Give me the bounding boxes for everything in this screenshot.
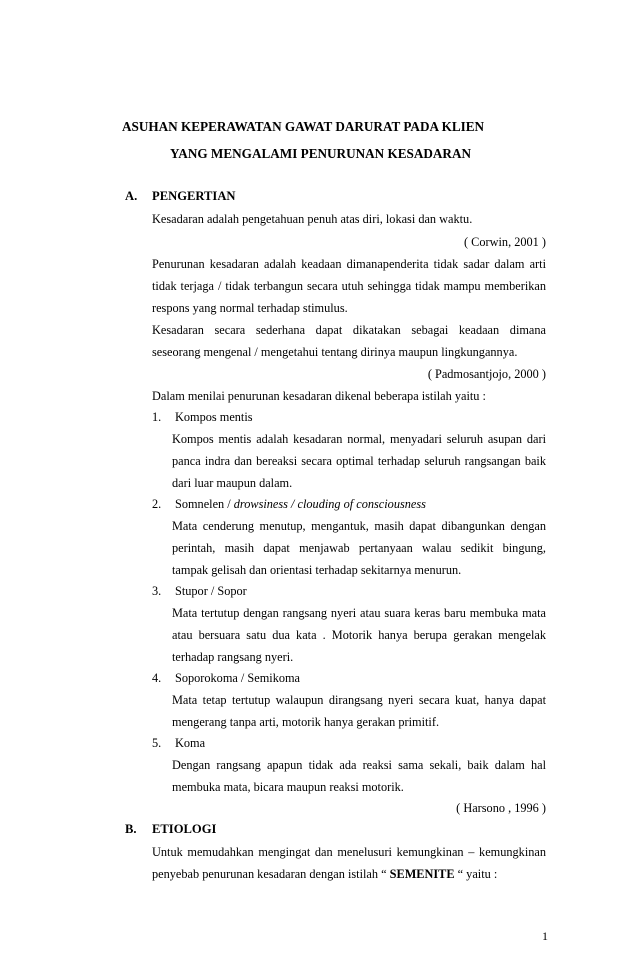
paragraph-line: tidak terjaga / tidak terbangun secara utuh sehingga tidak mampu memberikan <box>152 279 546 293</box>
paragraph-text: penyebab penurunan kesadaran dengan istilah “ <box>152 867 390 881</box>
paragraph-line: Penurunan kesadaran adalah keadaan dimanapenderita tidak sadar dalam arti <box>152 257 546 271</box>
paragraph-line: Dalam menilai penurunan kesadaran dikenal beberapa istilah yaitu : <box>152 389 486 403</box>
page-number: 1 <box>542 929 548 943</box>
section-a-heading: PENGERTIAN <box>152 189 236 203</box>
list-item-label-italic: drowsiness / clouding of consciousness <box>233 497 426 511</box>
citation: ( Corwin, 2001 ) <box>464 235 546 249</box>
document-title-line-2: YANG MENGALAMI PENURUNAN KESADARAN <box>170 146 471 161</box>
list-item-text: terhadap rangsang nyeri. <box>172 650 294 664</box>
list-item-text: tampak gelisah dan orientasi terhadap sekitarnya menurun. <box>172 563 462 577</box>
list-item-label-plain: Somnelen / <box>175 497 234 511</box>
citation: ( Padmosantjojo, 2000 ) <box>427 367 546 381</box>
list-item-text: Mata cenderung menutup, mengantuk, masih dapat dibangunkan dengan <box>172 519 546 533</box>
section-b-heading: ETIOLOGI <box>152 822 217 836</box>
paragraph-line: Kesadaran adalah pengetahuan penuh atas diri, lokasi dan waktu. <box>152 212 473 226</box>
acronym-semenite: SEMENITE <box>389 867 455 881</box>
document-title-line-1: ASUHAN KEPERAWATAN GAWAT DARURAT PADA KLIEN <box>122 119 485 134</box>
list-item-label: Soporokoma / Semikoma <box>175 671 301 685</box>
list-number: 2. <box>152 497 162 511</box>
list-number: 4. <box>152 671 162 685</box>
list-item-label: Koma <box>175 736 206 750</box>
list-item-text: membuka mata, bicara maupun reaksi motorik. <box>172 780 404 794</box>
citation: ( Harsono , 1996 ) <box>456 801 546 815</box>
list-item-text: Dengan rangsang apapun tidak ada reaksi sama sekali, baik dalam hal <box>172 758 546 772</box>
paragraph-line: seseorang mengenal / mengetahui tentang dirinya maupun lingkungannya. <box>152 345 518 359</box>
list-item-text: atau bersuara satu dua kata . Motorik hanya berupa gerakan mengelak <box>172 628 546 642</box>
paragraph-line: respons yang normal terhadap stimulus. <box>152 301 348 315</box>
paragraph-line: Untuk memudahkan mengingat dan menelusuri kemungkinan – kemungkinan <box>152 845 546 859</box>
list-item-text: perintah, masih dapat menjawab pertanyaan walau sedikit bingung, <box>172 541 546 555</box>
list-number: 5. <box>152 736 162 750</box>
paragraph-line: Kesadaran secara sederhana dapat dikatakan sebagai keadaan dimana <box>152 323 546 337</box>
list-item-text: panca indra dan bereaksi secara optimal terhadap seluruh rangsangan baik <box>172 454 546 468</box>
list-item-label: Stupor / Sopor <box>175 584 247 598</box>
list-item-text: Mata tetap tertutup walaupun dirangsang nyeri secara kuat, hanya dapat <box>172 693 546 707</box>
list-item-text: mengerang tanpa arti, motorik hanya gerakan primitif. <box>172 715 440 729</box>
list-number: 1. <box>152 410 162 424</box>
paragraph-line <box>152 866 546 883</box>
section-b-letter: B. <box>125 822 137 836</box>
paragraph-text: “ yaitu : <box>454 867 498 881</box>
list-item-text: Mata tertutup dengan rangsang nyeri atau suara keras baru membuka mata <box>172 606 546 620</box>
list-number: 3. <box>152 584 162 598</box>
list-item-text: dari luar maupun dalam. <box>172 476 293 490</box>
list-item-label <box>175 496 426 513</box>
list-item-label: Kompos mentis <box>175 410 253 424</box>
section-a-letter: A. <box>125 189 138 203</box>
list-item-text: Kompos mentis adalah kesadaran normal, menyadari seluruh asupan dari <box>172 432 546 446</box>
